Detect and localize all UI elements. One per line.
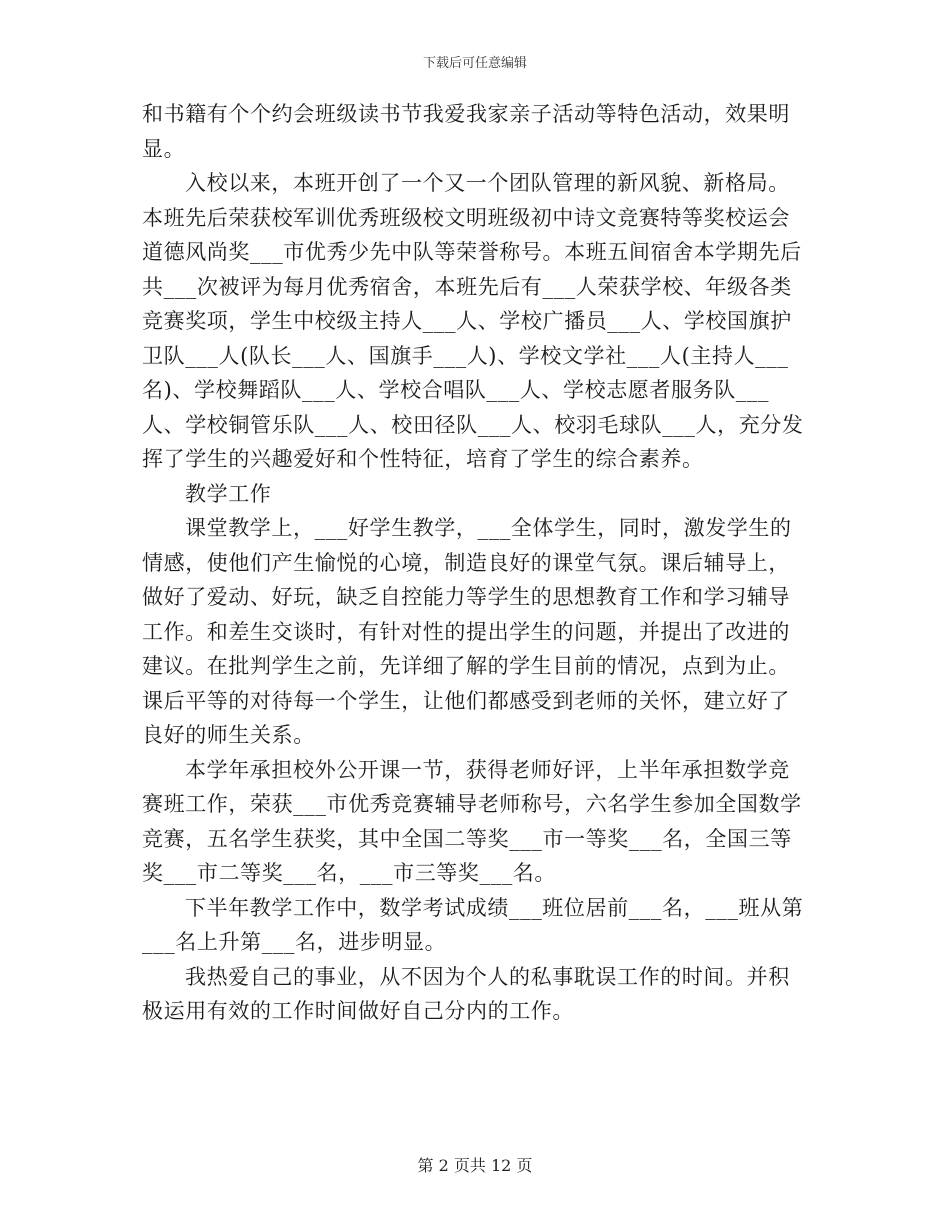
paragraph: 下半年教学工作中，数学考试成绩___班位居前___名，___班从第___名上升第___名，进步明显。 <box>142 895 804 954</box>
document-body <box>142 97 808 1029</box>
paragraph: 我热爱自己的事业，从不因为个人的私事耽误工作的时间。并积极运用有效的工作时间做好自己分内的工作。 <box>142 964 790 1023</box>
paragraph: 入校以来，本班开创了一个又一个团队管理的新风貌、新格局。本班先后荣获校军训优秀班级校文明班级初中诗文竞赛特等奖校运会道德风尚奖___市优秀少先中队等荣誉称号。本班五间宿舍本学期先后共___次被评为每月优秀宿舍，本班先后有___人荣获学校、年级各类竞赛奖项，学生中校级主持人___人、学校广播员___人、学校国旗护卫队___人(队长___人、国旗手___人)、学校文学社___人(主持人___名)、学校舞蹈队___人、学校合唱队___人、学校志愿者服务队___人、学校铜管乐队___人、校田径队___人、校羽毛球队___人，充分发挥了学生的兴趣爱好和个性特征，培育了学生的综合素养。 <box>142 171 804 471</box>
paragraph: 课堂教学上，___好学生教学，___全体学生，同时，激发学生的情感，使他们产生愉悦的心境，制造良好的课堂气氛。课后辅导上，做好了爱动、好玩，缺乏自控能力等学生的思想教育工作和学习辅导工作。和差生交谈时，有针对性的提出学生的问题，并提出了改进的建议。在批判学生之前，先详细了解的学生目前的情况，点到为止。课后平等的对待每一个学生，让他们都感受到老师的关怀，建立好了良好的师生关系。 <box>142 516 792 747</box>
paragraph: 本学年承担校外公开课一节，获得老师好评，上半年承担数学竞赛班工作，荣获___市优秀竞赛辅导老师称号，六名学生参加全国数学竞赛，五名学生获奖，其中全国二等奖___市一等奖___名，全国三等奖___市二等奖___名，___市三等奖___名。 <box>142 757 802 885</box>
section-heading: 教学工作 <box>185 481 272 506</box>
paragraph: 和书籍有个个约会班级读书节我爱我家亲子活动等特色活动，效果明显。 <box>142 102 790 161</box>
page-header: 下载后可任意编辑 <box>422 56 527 71</box>
page-footer: 第 2 页共 12 页 <box>417 1156 533 1175</box>
